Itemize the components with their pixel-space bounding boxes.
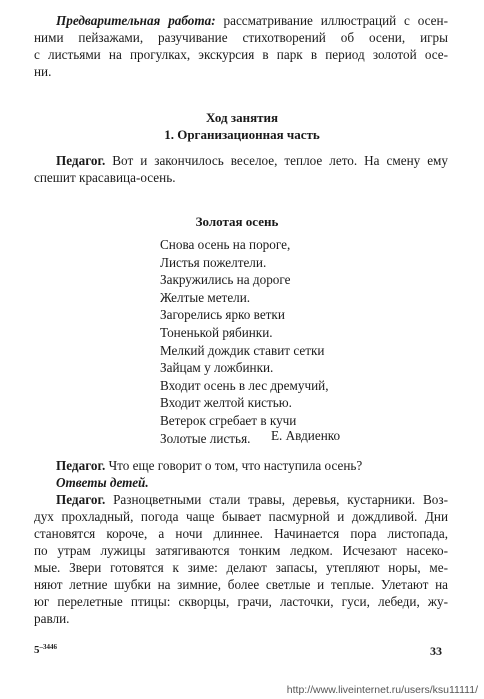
intro-text-2: спешит красавица-осень. (34, 170, 176, 185)
poem-line: Желтые метели. (160, 289, 251, 305)
teacher-label: Педагог. (56, 153, 106, 168)
printer-signature (34, 644, 57, 656)
source-watermark: http://www.liveinternet.ru/users/ksu11111/ (286, 684, 478, 696)
answer-text-line: мые. Звери готовятся к зиме: делают запасы, утепляют норы, ме- (34, 560, 448, 575)
preliminary-work-label: Предварительная работа: (56, 13, 216, 28)
answer-text-line: по утрам лужицы затягиваются тонким ледком. Исчезают насеко- (34, 543, 448, 558)
answer-text-line: дух прохладный, погода чаще бывает пасмурной и дождливой. Дни (34, 509, 448, 524)
answer-text-1: Разноцветными стали травы, деревья, кустарники. Воз- (105, 492, 448, 507)
preliminary-work-paragraph (34, 12, 448, 80)
poem-line: Листья пожелтели. (160, 254, 267, 270)
page-number: 33 (430, 644, 442, 658)
question-text: Что еще говорит о том, что наступила осень? (105, 458, 363, 473)
intro-paragraph (34, 152, 448, 186)
preliminary-work-text-4: ни. (34, 64, 52, 79)
poem-line: Закружились на дороге (160, 272, 291, 288)
poem-author: Е. Авдиенко (271, 428, 341, 443)
preliminary-work-text-3: с листьями на прогулках, экскурсия в парк в период золотой осе- (34, 47, 448, 62)
teacher-label: Педагог. (56, 458, 106, 473)
teacher-label: Педагог. (56, 492, 106, 507)
answer-text-line: няют летние шубки на зимние, более светлые и теплые. Улетают на (34, 577, 448, 592)
question-paragraph (34, 457, 448, 491)
poem-line: Мелкий дождик ставит сетки (160, 342, 325, 358)
intro-text-1: Вот и закончилось веселое, теплое лето. На смену ему (105, 153, 448, 168)
poem-line: Ветерок сгребает в кучи (160, 412, 297, 428)
preliminary-work-text-2: ними пейзажами, разучивание стихотворений об осени, игры (34, 30, 448, 45)
poem-line: Входит осень в лес дремучий, (160, 377, 329, 393)
poem-title: Золотая осень (195, 214, 279, 229)
signature-code: –3446 (39, 643, 57, 651)
poem-line: Тоненькой рябинки. (160, 324, 273, 340)
answer-text-line: становятся короче, а ночи длиннее. Начинается пора листопада, (34, 526, 448, 541)
poem-line: Зайцам у ложбинки. (160, 360, 274, 376)
answer-paragraph (34, 491, 448, 627)
answer-text-last: равли. (34, 611, 70, 626)
signature-number: 5 (34, 644, 40, 656)
section-heading: 1. Организационная часть (164, 127, 320, 142)
children-answers-label: Ответы детей. (56, 475, 149, 490)
answer-text-line: юг перелетные птицы: скворцы, грачи, ласточки, гуси, лебеди, жу- (34, 594, 448, 609)
poem-line: Входит желтой кистью. (160, 395, 292, 411)
poem-line: Загорелись ярко ветки (160, 307, 285, 323)
poem-line: Золотые листья. (160, 430, 251, 446)
preliminary-work-text-1: рассматривание иллюстраций с осен- (215, 13, 448, 28)
poem-line: Снова осень на пороге, (160, 237, 291, 252)
poem-body (160, 236, 329, 447)
lesson-heading: Ход занятия (205, 110, 279, 125)
